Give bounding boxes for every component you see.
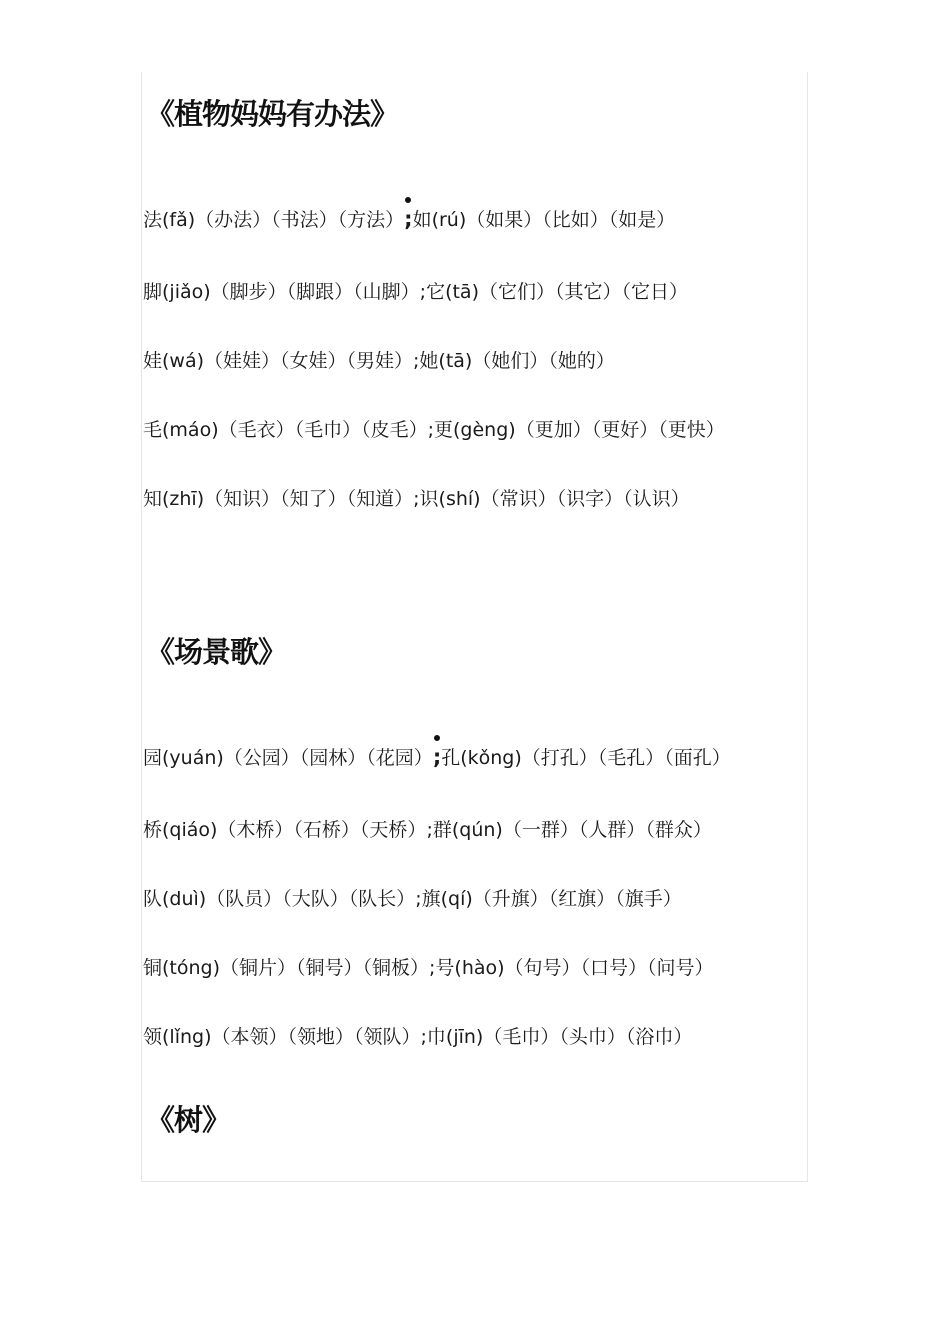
separator-mark: [433, 745, 441, 769]
vocab-line: [143, 205, 675, 232]
vocab-line: [143, 953, 714, 980]
separator-dot: [434, 735, 440, 741]
vocab-right: 孔(kǒng)（打孔）（毛孔）（面孔）: [441, 747, 731, 769]
vocab-right: 巾(jīn)（毛巾）（头巾）（浴巾）: [426, 1026, 693, 1048]
vocab-left: 队(duì)（队员）（大队）（队长）: [143, 888, 416, 910]
vocab-right: 她(tā)（她们）（她的）: [419, 350, 615, 372]
vocab-left: 毛(máo)（毛衣）（毛巾）（皮毛）: [143, 419, 428, 441]
vocab-right: 群(qún)（一群）（人群）（群众）: [432, 819, 712, 841]
vocab-line: [143, 484, 690, 511]
vocab-left: 桥(qiáo)（木桥）（石桥）（天桥）: [143, 819, 427, 841]
vocab-right: 识(shí)（常识）（识字）（认识）: [419, 488, 690, 510]
vocab-left: 领(lǐng)（本领）（领地）（领队）: [143, 1026, 421, 1048]
section-title: 《植物妈妈有办法》: [146, 97, 399, 131]
separator-text: ;: [413, 488, 420, 510]
vocab-left: 娃(wá)（娃娃）（女娃）（男娃）: [143, 350, 414, 372]
section-title: 《树》: [146, 1103, 231, 1137]
vocab-left: 知(zhī)（知识）（知了）（知道）: [143, 488, 414, 510]
separator-text: ;: [404, 207, 413, 231]
separator-text: ;: [419, 281, 427, 303]
vocab-line: [143, 415, 725, 442]
vocab-line: [143, 346, 615, 373]
vocab-line: [143, 277, 688, 304]
vocab-line: [143, 743, 731, 770]
section-title: 《场景歌》: [146, 635, 287, 669]
separator-text: ;: [415, 888, 422, 910]
vocab-left: 法(fǎ)（办法）（书法）（方法）: [143, 209, 405, 231]
vocab-right: 更(gèng)（更加）（更好）（更快）: [434, 419, 725, 441]
separator-text: ;: [426, 819, 433, 841]
separator-mark: [404, 207, 412, 231]
vocab-left: 园(yuán)（公园）（园林）（花园）: [143, 747, 433, 769]
vocab-line: [143, 1022, 692, 1049]
vocab-line: [143, 884, 682, 911]
separator-text: ;: [429, 957, 436, 979]
vocab-right: 如(rú)（如果）（比如）（如是）: [412, 209, 676, 231]
vocab-right: 号(hào)（句号）（口号）（问号）: [435, 957, 714, 979]
separator-text: ;: [413, 350, 420, 372]
vocab-left: 脚(jiǎo)（脚步）（脚跟）（山脚）: [143, 281, 420, 303]
separator-text: ;: [427, 419, 435, 441]
separator-text: ;: [432, 745, 442, 769]
vocab-line: [143, 815, 712, 842]
page-frame: [141, 72, 808, 1182]
vocab-right: 它(tā)（它们）（其它）（它日）: [426, 281, 688, 303]
vocab-left: 铜(tóng)（铜片）（铜号）（铜板）: [143, 957, 430, 979]
separator-text: ;: [420, 1026, 427, 1048]
vocab-right: 旗(qí)（升旗）（红旗）（旗手）: [421, 888, 682, 910]
